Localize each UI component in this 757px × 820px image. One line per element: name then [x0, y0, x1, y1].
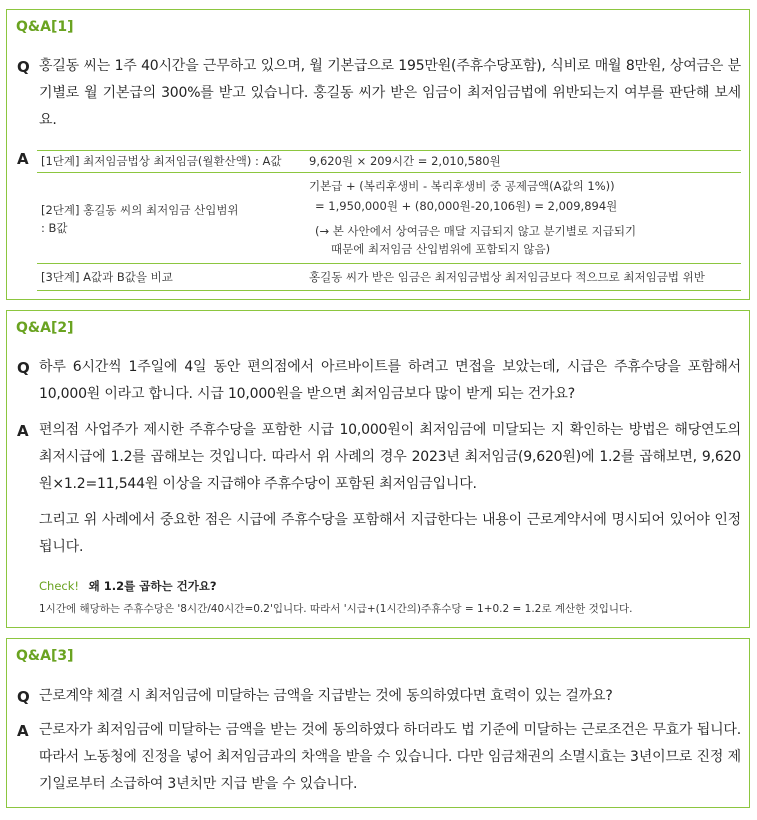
question-mark-3: Q: [17, 688, 30, 706]
question-text-1: 홍길동 씨는 1주 40시간을 근무하고 있으며, 월 기본급으로 195만원(주휴수당포함), 식비로 매월 8만원, 상여금은 분기별로 월 기본급의 300%를 받고 있습니다. 홍길동 씨가 받은 임금이 최저임금법에 위반되는지 여부를 판단해 보세요.: [39, 58, 741, 128]
qa-box-1: [6, 9, 750, 300]
step3-content: 홍길동 씨가 받은 임금은 최저임금법상 최저임금보다 적으므로 최저임금법 위반: [309, 270, 705, 284]
check-label: Check!: [39, 579, 79, 593]
qa-box-2: [6, 310, 750, 628]
answer-text-2a: 편의점 사업주가 제시한 주휴수당을 포함한 시급 10,000원이 최저임금에 미달되는 지 확인하는 방법은 해당연도의 최저시급에 1.2를 곱해보는 것입니다. 따라서 위 사례의 경우 2023년 최저임금(9,620원)에 1.2를 곱해보면, 9,620원×1.2=11,544원 이상을 지급해야 주휴수당이 포함된 최저임금입니다.: [39, 422, 741, 492]
check-explanation: 1시간에 해당하는 주휴수당은 '8시간/40시간=0.2'입니다. 따라서 '시급+(1시간의)주휴수당 = 1+0.2 = 1.2로 계산한 것입니다.: [39, 603, 633, 615]
question-mark-2: Q: [17, 359, 30, 377]
step3-label: [3단계] A값과 B값을 비교: [41, 270, 173, 284]
answer-text-3: 근로자가 최저임금에 미달하는 금액을 받는 것에 동의하였다 하더라도 법 기준에 미달하는 근로조건은 무효가 됩니다. 따라서 노동청에 진정을 넣어 최저임금과의 차액을 받을 수 있습니다. 다만 임금채권의 소멸시효는 3년이므로 진정 제기일로부터 소급하여 3년치만 지급 받을 수 있습니다.: [39, 722, 741, 792]
step2-content-line3: (→ 본 사안에서 상여금은 매달 지급되지 않고 분기별로 지급되기: [315, 224, 637, 238]
step1-content: 9,620원 × 209시간 = 2,010,580원: [309, 154, 501, 168]
answer-mark-2: A: [17, 422, 29, 440]
answer-text-2b: 그리고 위 사례에서 중요한 점은 시급에 주휴수당을 포함해서 지급한다는 내용이 근로계약서에 명시되어 있어야 인정됩니다.: [39, 512, 741, 555]
answer-mark-3: A: [17, 722, 29, 740]
step2-label-line2: : B값: [41, 221, 68, 235]
check-heading: [39, 578, 217, 594]
step2-content-line2: = 1,950,000원 + (80,000원-20,106원) = 2,009,894원: [315, 199, 618, 213]
step2-content-line1: 기본급 + (복리후생비 - 복리후생비 중 공제금액(A값의 1%)): [309, 179, 615, 193]
question-text-3: 근로계약 체결 시 최저임금에 미달하는 금액을 지급받는 것에 동의하였다면 효력이 있는 걸까요?: [39, 688, 613, 704]
step1-label: [1단계] 최저임금법상 최저임금(월환산액) : A값: [41, 154, 282, 168]
qa-title-2: Q&A[2]: [16, 320, 74, 336]
check-question: 왜 1.2를 곱하는 건가요?: [88, 579, 217, 593]
qa-box-3: [6, 638, 750, 808]
qa-title-1: Q&A[1]: [16, 19, 74, 35]
answer-mark-1: A: [17, 150, 29, 168]
question-mark-1: Q: [17, 58, 30, 76]
step2-label-line1: [2단계] 홍길동 씨의 최저임금 산입범위: [41, 203, 239, 217]
qa-title-3: Q&A[3]: [16, 648, 74, 664]
step2-content-line4: 때문에 최저임금 산입범위에 포함되지 않음): [331, 242, 551, 256]
question-text-2: 하루 6시간씩 1주일에 4일 동안 편의점에서 아르바이트를 하려고 면접을 보았는데, 시급은 주휴수당을 포함해서 10,000원 이라고 합니다. 시급 10,000원을 받으면 최저임금보다 많이 받게 되는 건가요?: [39, 359, 741, 402]
